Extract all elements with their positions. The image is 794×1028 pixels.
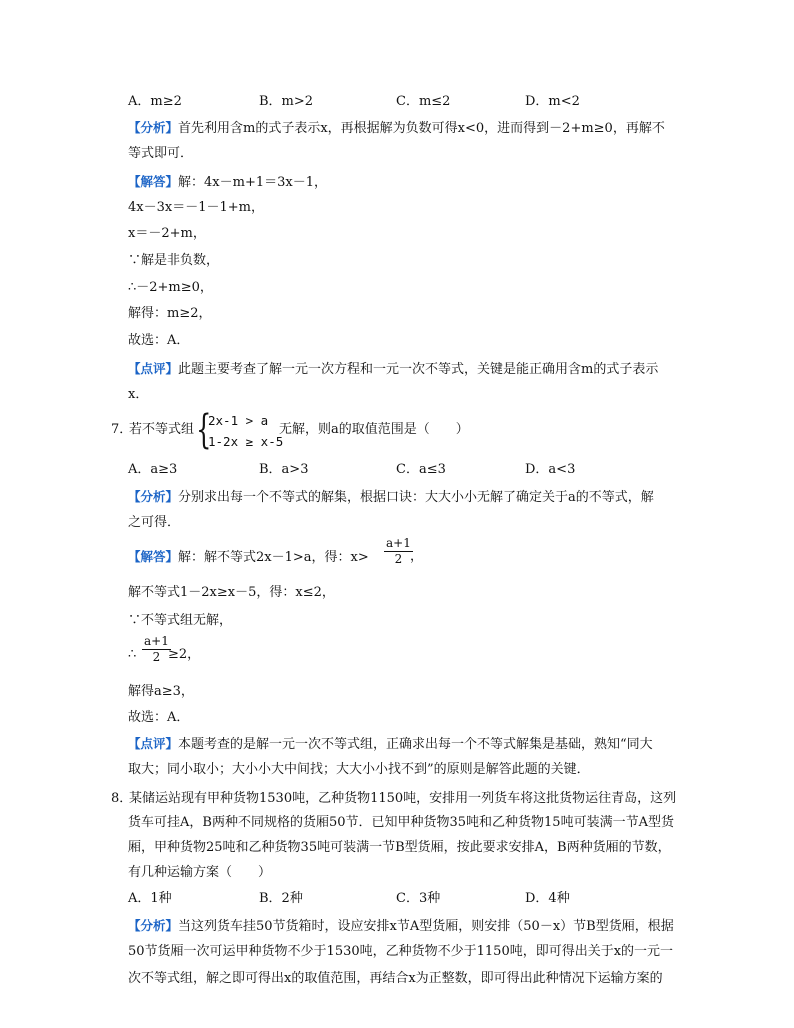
q7-comment-text-1: 本题考查的是解一元一次不等式组，正确求出每一个不等式解集是基础，熟知“同大 [178,737,653,752]
q7-comment-text-2: 取大；同小取小；大小小大中间找；大大小小找不到”的原则是解答此题的关键． [128,762,590,777]
q7-option-d: D．a<3 [525,462,576,477]
fraction-numerator: a+1 [144,634,169,648]
system-brace: { [196,407,212,453]
q7-step-4-post: ≥2， [168,647,201,662]
q8-analysis-text-2: 50节货厢一次可运甲种货物不少于1530吨，乙种货物不少于1150吨，即可得出关于x的一元一 [128,944,674,959]
analysis-tag: 【分析】 [128,918,179,933]
comment-tag: 【点评】 [128,736,179,751]
q8-analysis-text-1: 当这列货车挂50节货箱时，设应安排x节A型货厢，则安排（50－x）节B型货厢，根据 [178,919,674,934]
q6-step-6: 故选：A． [128,333,190,348]
fraction-a-plus-1-over-2 [384,536,413,567]
q7-analysis-text-1: 分别求出每一个不等式的解集，根据口诀：大大小小无解了确定关于a的不等式，解 [178,490,654,505]
q6-answer [128,173,327,192]
q6-comment [128,360,658,379]
answer-tag: 【解答】 [128,549,179,564]
q7-step-4 [128,646,136,664]
fraction-a-plus-1-over-2-step4 [142,634,171,665]
q7-step-2: 解不等式1－2x≥x－5，得：x≤2， [128,585,335,600]
q8-analysis-text-3: 次不等式组，解之即可得出x的取值范围，再结合x为正整数，即可得出此种情况下运输方案的 [128,971,663,986]
fraction-denominator: 2 [394,552,403,566]
q8-stem-1: 某储运站现有甲种货物1530吨，乙种货物1150吨，安排用一列货车将这批货物运往青岛，这列 [129,791,677,806]
q8-stem-2: 货车可挂A，B两种不同规格的货厢50节．已知甲种货物35吨和乙种货物15吨可装满一节A型货 [128,815,674,830]
q6-step-1: 4x－3x＝－1－1+m， [128,200,264,215]
q6-step-2: x＝－2+m， [128,226,206,241]
q6-analysis-text-2: 等式即可． [128,146,194,161]
q7-step-6: 故选：A． [128,710,190,725]
q6-comment-text-1: 此题主要考查了解一元一次方程和一元一次不等式，关键是能正确用含m的式子表示 [178,362,659,377]
q7-answer-line-1: 解：解不等式2x－1>a，得：x> [178,550,369,565]
q6-analysis [128,119,665,138]
q8-stem-3: 厢，甲种货物25吨和乙种货物35吨可装满一节B型货厢，按此要求安排A，B两种货厢的节数， [128,840,671,855]
fraction-denominator: 2 [152,650,161,664]
q7-stem-pre: 若不等式组 [129,422,195,437]
analysis-tag: 【分析】 [128,120,179,135]
comment-tag: 【点评】 [128,361,179,376]
fraction-numerator: a+1 [386,536,411,550]
q8-option-a: A．1种 [128,891,172,906]
q7-analysis-text-2: 之可得． [128,515,181,530]
q7-answer-line-1-end: ， [410,549,424,564]
q7-number: 7． [111,422,133,437]
q7-step-5: 解得a≥3， [128,684,194,699]
q8-option-d: D．4种 [525,891,570,906]
q7-step-3: ∵不等式组无解， [128,613,233,628]
answer-tag: 【解答】 [128,174,179,189]
q7-option-c: C．a≤3 [396,462,446,477]
q7-option-a: A．a≥3 [128,462,178,477]
q6-step-4: ∴－2+m≥0， [128,280,213,295]
q7-system-line-1: 2x-1 > a [208,413,269,428]
q8-option-c: C．3种 [396,891,441,906]
q8-option-b: B．2种 [259,891,303,906]
q6-step-5: 解得：m≥2， [128,306,212,321]
therefore-symbol: ∴ [128,647,137,662]
q6-analysis-text-1: 首先利用含m的式子表示x，再根据解为负数可得x<0，进而得到－2+m≥0，再解不 [178,121,665,136]
q7-answer [128,548,369,567]
q8-analysis [128,917,674,936]
q6-step-3: ∵解是非负数， [128,253,220,268]
q6-option-c: C．m≤2 [396,94,451,109]
q6-comment-text-2: x． [128,387,149,402]
q7-option-b: B．a>3 [259,462,309,477]
q6-option-a: A．m≥2 [128,94,182,109]
q7-system-line-2: 1-2x ≥ x-5 [208,434,284,449]
q6-option-d: D．m<2 [525,94,580,109]
q6-option-b: B．m>2 [259,94,314,109]
analysis-tag: 【分析】 [128,489,179,504]
q8-stem-4: 有几种运输方案（ ） [128,865,272,880]
q7-analysis [128,488,654,507]
q8-number: 8． [111,791,133,806]
q6-answer-line-1: 解：4x－m+1＝3x－1， [178,175,327,190]
q7-stem-post: 无解，则a的取值范围是（ ） [279,422,469,437]
q7-comment [128,735,653,754]
